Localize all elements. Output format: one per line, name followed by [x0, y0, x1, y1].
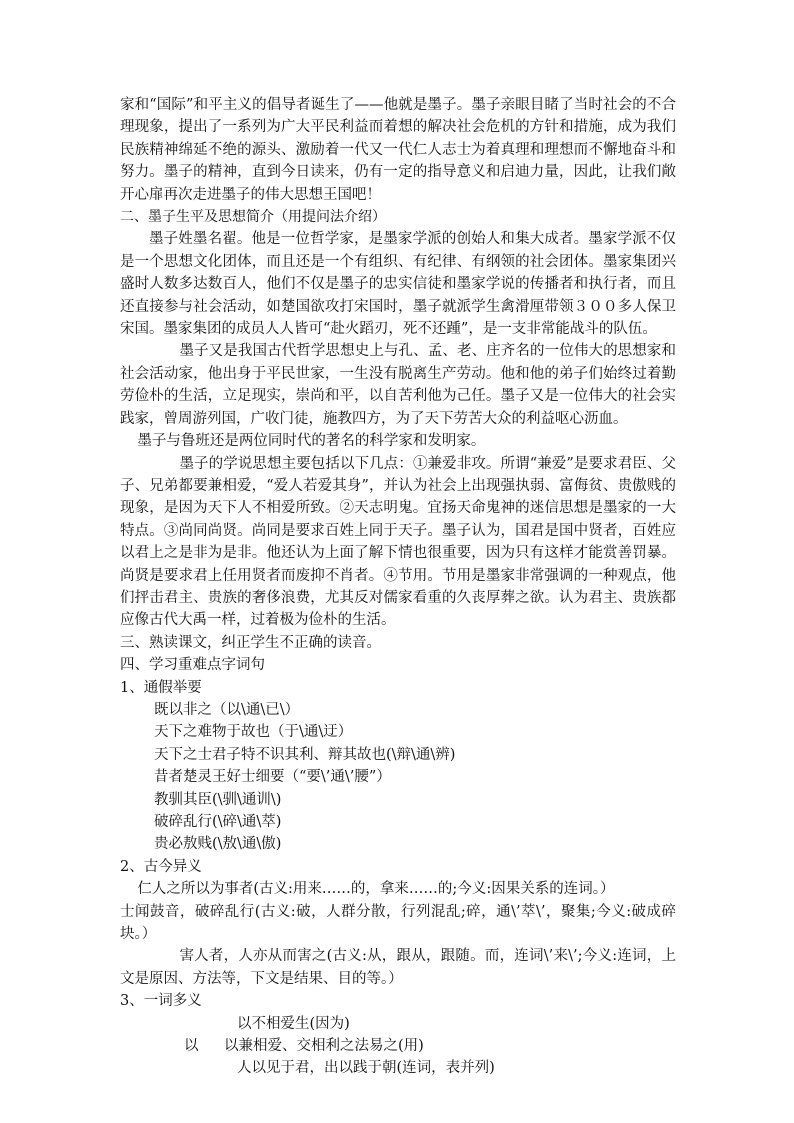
tongjia-list [120, 699, 676, 856]
bio-paragraph-1: 墨子姓墨名翟。他是一位哲学家，是墨家学派的创始人和集大成者。墨家学派不仅是一个思想文化团体，而且还是一个有组织、有纪律、有纲领的社会团体。墨家集团兴盛时人数多达数百人，他们不仅是墨子的忠实信徒和墨家学说的传播者和执行者，而且还直接参与社会活动，如楚国欲攻打宋国时，墨子就派学生禽滑厘带领３００多人保卫宋国。墨家集团的成员人人皆可“赴火蹈刃，死不还踵”，是一支非常能战斗的队伍。 [120, 231, 676, 338]
sub-heading-yici: 3、一词多义 [120, 993, 202, 1010]
yici-block [120, 1013, 676, 1079]
yici-item: 以不相爱生(因为) [237, 1015, 350, 1032]
list-item: 教驯其臣(\驯\通训\) [154, 791, 282, 808]
yici-word: 以 [184, 1037, 199, 1054]
intro-paragraph: 家和“国际”和平主义的倡导者诞生了——他就是墨子。墨子亲眼目睹了当时社会的不合理现象，提出了一系列为广大平民利益而着想的解决社会危机的方针和措施，成为我们民族精神绵延不绝的源头、激励着一代又一代仁人志士为着真理和理想而不懈地奋斗和努力。墨子的精神，直到今日读来，仍有一定的指导意义和启迪力量，因此，让我们敞开心扉再次走进墨子的伟大思想王国吧！ [120, 97, 676, 203]
yici-item: 人以见于君，出以践于朝(连词，表并列) [237, 1059, 495, 1076]
bio-paragraph-4: 墨子的学说思想主要包括以下几点：①兼爱非攻。所谓“兼爱”是要求君臣、父子、兄弟都要兼相爱，“爱人若爱其身”，并认为社会上出现强执弱、富侮贫、贵傲贱的现象，是因为天下人不相爱所致。②天志明鬼。宜扬天命鬼神的迷信思想是墨家的一大特点。③尚同尚贤。尚同是要求百姓上同于天子。墨子认为，国君是国中贤者，百姓应以君上之是非为是非。他还认为上面了解下情也很重要，因为只有这样才能赏善罚暴。尚贤是要求君上任用贤者而废抑不肖者。④节用。节用是墨家非常强调的一种观点，他们抨击君主、贵族的奢侈浪费，尤其反对儒家看重的久丧厚葬之欲。认为君主、贵族都应像古代大禹一样，过着极为俭朴的生活。 [120, 455, 676, 629]
gujin-paragraph-1: 仁人之所以为事者(古义:用来……的，拿来……的;今义:因果关系的连词。） [137, 881, 615, 898]
section-heading-reading: 三、熟读课文，纠正学生不正确的读音。 [120, 634, 381, 651]
document-page [120, 94, 676, 1079]
list-item: 天下之士君子特不识其利、辩其故也(\辩\通\辨) [154, 746, 456, 763]
list-item: 既以非之（以\通\已\） [154, 701, 300, 718]
list-item: 天下之难物于故也（于\通\迂） [154, 724, 353, 741]
yici-item: 以兼相爱、交相利之法易之(用) [224, 1037, 424, 1054]
gujin-paragraph-2: 士闻鼓音，破碎乱行(古义:破，人群分散，行列混乱;碎，通\’萃\’，聚集;今义:破成碎块。） [120, 903, 676, 943]
bio-paragraph-3: 墨子与鲁班还是两位同时代的著名的科学家和发明家。 [137, 433, 486, 450]
section-heading-keywords: 四、学习重难点字词句 [120, 657, 265, 674]
section-heading-bio: 二、墨子生平及思想简介（用提问法介绍） [120, 209, 386, 226]
bio-paragraph-2: 墨子又是我国古代哲学思想史上与孔、孟、老、庄齐名的一位伟大的思想家和社会活动家，他出身于平民世家，一生没有脱离生产劳动。他和他的弟子们始终过着勤劳俭朴的生活，立足现实，崇尚和平，以自苦利他为己任。墨子又是一位伟大的社会实践家，曾周游列国，广收门徒，施教四方，为了天下劳苦大众的利益呕心沥血。 [120, 343, 676, 427]
list-item: 破碎乱行(\碎\通\萃) [154, 814, 282, 830]
sub-heading-gujin: 2、古今异义 [120, 858, 202, 875]
list-item: 昔者楚灵王好士细要（“要\’通\’腰”） [154, 769, 391, 786]
gujin-paragraph-3: 害人者，人亦从而害之(古义:从，跟从，跟随。而，连词\’来\’;今义:连词，上文是原因、方法等，下文是结果、目的等。） [120, 948, 676, 987]
sub-heading-tongjia: 1、通假举要 [120, 679, 202, 696]
list-item: 贵必敖贱(\敖\通\傲) [154, 836, 282, 853]
